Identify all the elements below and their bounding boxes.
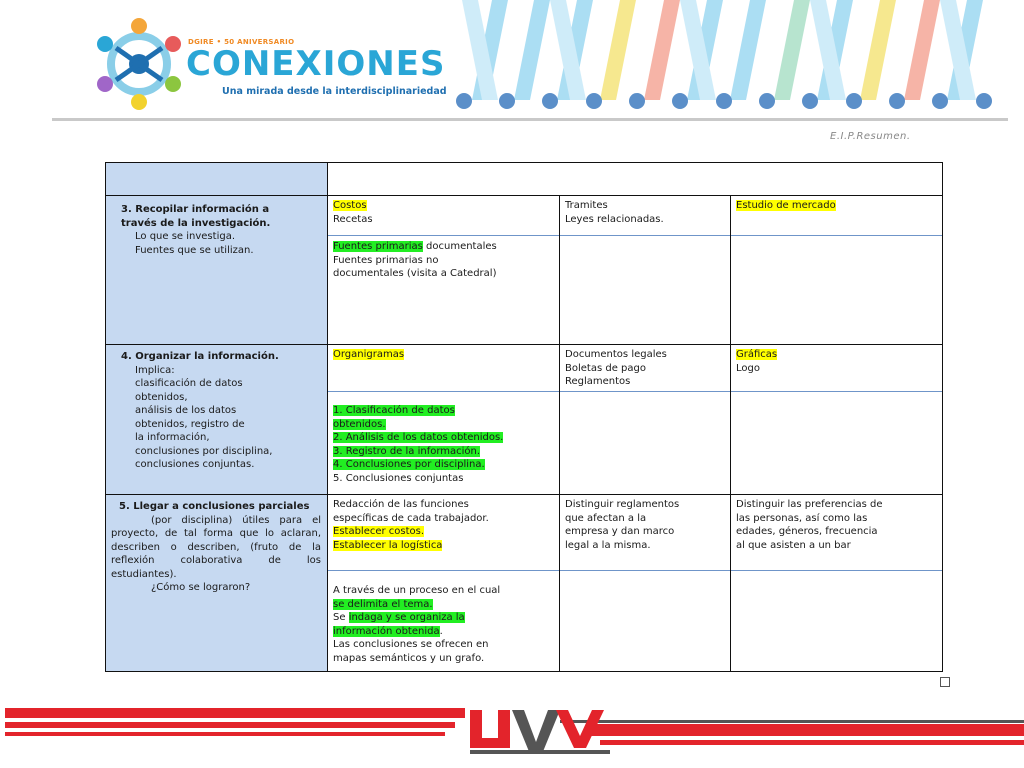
distinguir-preferencias-2: las personas, así como las: [736, 512, 868, 524]
distinguir-preferencias-4: al que asisten a un bar: [736, 539, 851, 551]
distinguir-preferencias-3: edades, géneros, frecuencia: [736, 526, 878, 537]
brand-title: CONEXIONES: [186, 44, 446, 84]
recetas-text: Recetas: [333, 213, 373, 225]
step-4-title: 4. Organizar la información.: [121, 351, 279, 362]
row-border-3: [105, 494, 943, 495]
row-border-2: [105, 344, 943, 345]
documentales-text: documentales: [422, 241, 497, 252]
list-item-3: 3. Registro de la información.: [333, 445, 481, 457]
estudio-mercado-text: Estudio de mercado: [736, 200, 836, 211]
distinguir-reglamentos-4: legal a la misma.: [565, 539, 651, 551]
document-reference: E.I.P.Resumen.: [830, 131, 911, 142]
row4-col1-bottom: [327, 400, 559, 494]
fuentes-primarias-highlight: Fuentes primarias: [333, 241, 423, 252]
step-4-detail-8: conclusiones conjuntas.: [135, 459, 255, 470]
blue-column-header: [105, 162, 327, 195]
anniversary-label: DGIRE • 50 ANIVERSARIO: [188, 38, 295, 46]
subrow-divider-3: [327, 235, 943, 236]
step-5-title: 5. Llegar a conclusiones parciales: [119, 501, 310, 512]
step-cell-3: [105, 195, 327, 344]
list-item-1a: 1. Clasificación de datos: [333, 405, 455, 416]
step-cell-4: [105, 344, 327, 494]
step-3-title-line2: través de la investigación.: [121, 217, 271, 229]
se-text: Se: [333, 612, 349, 623]
footer-uvaq-logo: [0, 700, 1024, 768]
step-4-detail-6: la información,: [135, 432, 210, 443]
conclusiones-ofrecen-text: Las conclusiones se ofrecen en: [333, 639, 489, 650]
step-cell-5: [105, 494, 327, 672]
indaga-text: indaga y se organiza la: [348, 612, 465, 623]
summary-table: [105, 162, 943, 672]
row5-col2-top: [559, 494, 730, 570]
row-border-1: [105, 195, 943, 196]
documentos-legales-text: Documentos legales: [565, 349, 667, 360]
step-3-detail-1: Lo que se investiga.: [135, 231, 235, 242]
row5-col1-bottom: [327, 580, 559, 672]
decorative-banner: [452, 0, 1012, 118]
row5-col1-top: [327, 494, 559, 570]
tramites-text: Tramites: [565, 200, 608, 211]
proceso-text: A través de un proceso en el cual: [333, 585, 501, 596]
table-border-left: [105, 162, 106, 672]
distinguir-preferencias-1: Distinguir las preferencias de: [736, 499, 883, 510]
header-divider: [52, 118, 1008, 121]
col-border-3: [730, 195, 731, 672]
brand-subtitle: Una mirada desde la interdisciplinariedad: [222, 86, 447, 97]
graficas-text: Gráficas: [736, 349, 778, 360]
mapas-semanticos-text: mapas semánticos y un grafo.: [333, 652, 485, 664]
step-4-detail-4: análisis de los datos: [135, 405, 237, 416]
row4-col3-top: [730, 344, 943, 390]
row3-col2-top: [559, 195, 730, 235]
list-item-4: 4. Conclusiones por disciplina.: [333, 459, 485, 470]
period-text: .: [439, 625, 443, 637]
step-4-detail-7: conclusiones por disciplina,: [135, 445, 273, 457]
step-4-detail-5: obtenidos, registro de: [135, 418, 245, 430]
delimita-tema-text: se delimita el tema.: [333, 598, 433, 610]
leyes-text: Leyes relacionadas.: [565, 213, 664, 225]
redaccion-line2: específicas de cada trabajador.: [333, 512, 489, 524]
table-border-top: [105, 162, 943, 163]
row3-col1-bottom: [327, 236, 559, 344]
distinguir-reglamentos-2: que afectan a la: [565, 512, 647, 524]
row3-col1-top: [327, 195, 559, 235]
visita-catedral-text: documentales (visita a Catedral): [333, 268, 497, 279]
row4-col2-top: [559, 344, 730, 390]
page-header: [0, 0, 1024, 142]
organigramas-text: Organigramas: [333, 349, 405, 360]
logo-text: Logo: [736, 362, 760, 374]
table-border-right: [942, 162, 943, 672]
costos-text: Costos: [333, 200, 367, 211]
redaccion-line1: Redacción de las funciones: [333, 499, 469, 510]
distinguir-reglamentos-3: empresa y dan marco: [565, 526, 675, 537]
boletas-pago-text: Boletas de pago: [565, 362, 646, 374]
subrow-divider-5: [327, 570, 943, 571]
list-item-1b: obtenidos.: [333, 418, 386, 430]
row4-col1-top: [327, 344, 559, 390]
row5-col3-top: [730, 494, 943, 570]
establecer-costos-text: Establecer costos.: [333, 526, 425, 537]
informacion-obtenida-text: información obtenida: [333, 625, 440, 637]
step-3-detail-2: Fuentes que se utilizan.: [135, 244, 254, 256]
establecer-logistica-text: Establecer la logística: [333, 539, 443, 551]
step-3-title-line1: 3. Recopilar información a: [121, 204, 270, 215]
step-5-question: ¿Cómo se lograron?: [151, 582, 251, 593]
checkbox-square-icon: [940, 677, 950, 687]
step-5-body: (por disciplina) útiles para el proyecto, de tal forma que lo aclaran, describen o describen, (fruto de la reflexión colaborativa de los estudiantes).: [111, 514, 321, 580]
list-item-5: 5. Conclusiones conjuntas: [333, 472, 464, 484]
step-4-detail-2: clasificación de datos: [135, 378, 243, 389]
reglamentos-text: Reglamentos: [565, 376, 631, 387]
col-border-1: [327, 162, 328, 672]
table-border-bottom: [105, 671, 943, 672]
list-item-2: 2. Análisis de los datos obtenidos.: [333, 432, 504, 443]
conexiones-logo-icon: [96, 18, 182, 110]
step-4-detail-1: Implica:: [135, 364, 175, 376]
step-4-detail-3: obtenidos,: [135, 391, 188, 403]
subrow-divider-4: [327, 391, 943, 392]
col-border-2: [559, 195, 560, 672]
fuentes-primarias-no-text: Fuentes primarias no: [333, 254, 439, 266]
distinguir-reglamentos-1: Distinguir reglamentos: [565, 499, 680, 510]
row3-col3-top: [730, 195, 943, 235]
